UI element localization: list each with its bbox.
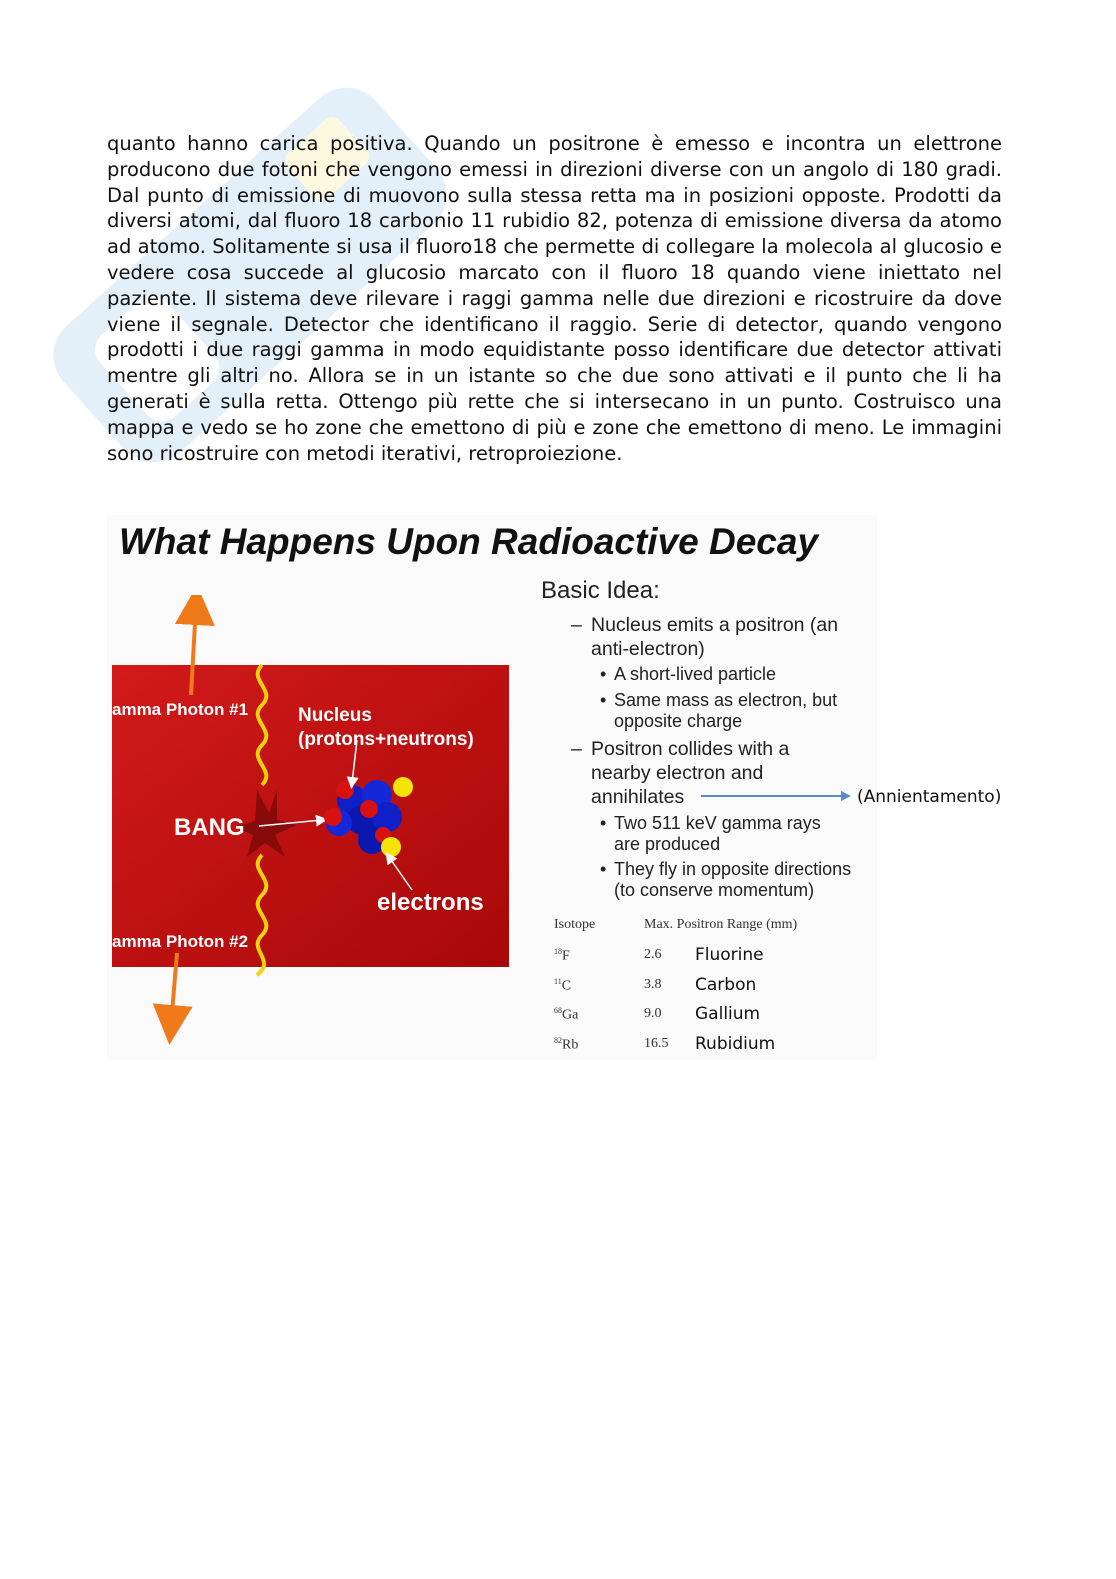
gamma-photon-2-label: amma Photon #2	[112, 932, 249, 951]
nucleus-label: Nucleus	[298, 705, 372, 726]
isotope-name: Fluorine	[695, 945, 764, 965]
body-paragraph: quanto hanno carica positiva. Quando un positrone è emesso e incontra un elettrone producono due fotoni che vengono emessi in direzioni diverse con un angolo di 180 gradi. Dal punto di emissione di muovono sulla stessa retta ma in posizioni opposte. Prodotti da diversi atomi, dal fluoro 18 carbonio 11 rubidio 82, potenza di emissione diversa da atomo ad atomo. Solitamente si usa il fluoro18 che permette di collegare la molecola al glucosio e vedere cosa succede al glucosio marcato con il fluoro 18 quando viene iniettato nel paziente. Il sistema deve rilevare i raggi gamma nelle due direzioni e ricostruire da dove viene il segnale. Detector che identificano il raggio. Serie di detector, quando vengono prodotti i due raggi gamma in modo equidistante posso identificare due detector attivati mentre gli altri no. Allora se in un istante so che due sono attivati e il punto che li ha generati è sulla retta. Ottengo più rette che si intersecano in un punto. Costruisco una mappa e vedo se ho zone che emettono di più e zone che emettono di meno. Le immagini sono ricostruire con metodi iterativi, retroproiezione.	[107, 132, 1002, 465]
basic-idea-heading: Basic Idea:	[541, 577, 660, 604]
isotope-header: Isotope	[554, 917, 596, 932]
table-row	[554, 1034, 884, 1060]
isotope-name: Rubidium	[695, 1034, 776, 1054]
positron-range: 2.6	[644, 947, 662, 962]
isotope-symbol: $^{82}$Rb	[554, 1036, 579, 1053]
isotope-symbol: $^{68}$Ga	[554, 1006, 579, 1023]
annotation-arrow	[701, 788, 853, 804]
positron-range: 9.0	[644, 1006, 662, 1021]
isotope-symbol: $^{11}$C	[554, 977, 572, 994]
bullet-two-gamma-rays: • Two 511 keV gamma rays are produced	[600, 813, 821, 854]
bullet-nucleus-emits: – Nucleus emits a positron (an anti-electron)	[571, 614, 839, 660]
table-row	[554, 1004, 884, 1030]
table-row	[554, 975, 884, 1001]
electrons-label: electrons	[377, 889, 484, 916]
bullet-opposite-directions: • They fly in opposite directions (to conserve momentum)	[600, 859, 852, 900]
isotope-symbol: $^{18}$F	[554, 947, 570, 964]
bullet-same-mass: • Same mass as electron, but opposite charge	[600, 690, 838, 731]
annotation-label: (Annientamento)	[857, 787, 1002, 807]
bang-label: BANG	[174, 814, 245, 841]
gamma-photon-1-label: amma Photon #1	[112, 700, 249, 719]
positron-range: 16.5	[644, 1036, 669, 1051]
positron-range: 3.8	[644, 977, 662, 992]
nucleus-sublabel: (protons+neutrons)	[298, 729, 474, 750]
range-header: Max. Positron Range (mm)	[644, 917, 798, 932]
bullet-positron-collides: – Positron collides with a nearby electron and annihilates	[571, 738, 790, 808]
bullet-nucleus-emits-l2: anti-electron)	[591, 638, 705, 660]
slide-title: What Happens Upon Radioactive Decay	[119, 521, 819, 562]
bullet-nucleus-emits-l1: Nucleus emits a positron (an	[591, 614, 839, 636]
decay-diagram	[107, 595, 527, 1060]
isotope-name: Gallium	[695, 1004, 761, 1024]
bullet-short-lived: • A short-lived particle	[600, 664, 777, 684]
table-row	[554, 945, 884, 971]
isotope-name: Carbon	[695, 975, 757, 995]
